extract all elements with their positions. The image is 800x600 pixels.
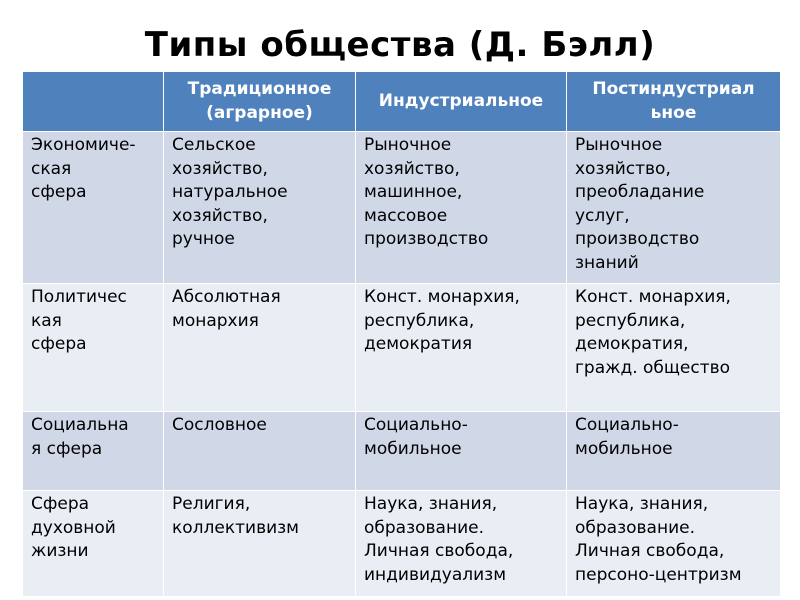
cell-line: Рыночное [575, 135, 663, 155]
cell-line: ская [31, 158, 72, 179]
cell-social-traditional [164, 412, 356, 491]
cell-line: мобильное [575, 438, 673, 459]
cell-line: Религия, [172, 494, 251, 514]
cell-line: сфера [31, 182, 87, 203]
cell-line: услуг, [575, 205, 630, 226]
cell-line: республика, [575, 310, 686, 331]
table-row-political [23, 284, 781, 412]
table-row-spiritual [23, 491, 781, 597]
header-corner-cell [23, 72, 164, 132]
cell-economic-traditional [164, 132, 356, 284]
cell-social-industrial [356, 412, 567, 491]
cell-line: сфера [31, 334, 87, 355]
header-industrial [356, 72, 567, 132]
cell-line: машинное, [364, 182, 463, 203]
cell-line: Постиндустриал [592, 78, 755, 99]
cell-line: ьное [650, 102, 697, 123]
cell-line: Социальна [31, 415, 129, 435]
cell-political-traditional [164, 284, 356, 412]
header-postindustrial [567, 72, 781, 132]
cell-line: республика, [364, 310, 475, 331]
cell-line: Абсолютная [172, 287, 281, 307]
row-label-spiritual [23, 491, 164, 597]
cell-line: хозяйство, [172, 205, 268, 226]
row-label-economic [23, 132, 164, 284]
cell-line: кая [31, 310, 62, 331]
table-row-economic [23, 132, 781, 284]
cell-line: преобладание [575, 182, 705, 203]
cell-political-industrial [356, 284, 567, 412]
society-types-table [22, 71, 781, 597]
cell-line: демократия, [575, 334, 689, 355]
cell-political-postindustrial [567, 284, 781, 412]
cell-line: образование. [575, 517, 695, 538]
cell-line: массовое [364, 205, 448, 226]
cell-line: Конст. монархия, [575, 287, 731, 307]
cell-line: Рыночное [364, 135, 452, 155]
cell-line: Наука, знания, [364, 494, 498, 514]
cell-spiritual-postindustrial [567, 491, 781, 597]
cell-economic-industrial [356, 132, 567, 284]
cell-line: ручное [172, 229, 235, 250]
cell-line: хозяйство, [575, 158, 671, 179]
cell-line: Экономиче- [31, 135, 136, 155]
cell-line: жизни [31, 541, 89, 562]
cell-line: Социально- [364, 415, 468, 435]
cell-line: демократия [364, 334, 473, 355]
cell-line: образование. [364, 517, 484, 538]
row-label-political [23, 284, 164, 412]
cell-line: хозяйство, [172, 158, 268, 179]
cell-line: Наука, знания, [575, 494, 709, 514]
cell-line: натуральное [172, 182, 288, 203]
cell-spiritual-traditional [164, 491, 356, 597]
cell-line: гражд. общество [575, 357, 731, 378]
cell-line: Конст. монархия, [364, 287, 520, 307]
cell-line: Сельское [172, 135, 256, 155]
cell-line: Социально- [575, 415, 679, 435]
cell-line: Индустриальное [378, 90, 544, 111]
cell-line: коллективизм [172, 517, 300, 538]
cell-social-postindustrial [567, 412, 781, 491]
header-traditional [164, 72, 356, 132]
cell-line: производство [575, 229, 700, 250]
cell-spiritual-industrial [356, 491, 567, 597]
cell-line: мобильное [364, 438, 462, 459]
table-row-social [23, 412, 781, 491]
cell-line: духовной [31, 517, 116, 538]
cell-line: Политичес [31, 287, 127, 307]
cell-economic-postindustrial [567, 132, 781, 284]
cell-line: производство [364, 229, 489, 250]
cell-line: я сфера [31, 438, 103, 459]
cell-line: Традиционное [187, 78, 332, 99]
cell-line: хозяйство, [364, 158, 460, 179]
cell-line: персоно-центризм [575, 564, 742, 585]
page-title: Типы общества (Д. Бэлл) [144, 25, 656, 65]
cell-line: Сфера [31, 494, 90, 514]
cell-line: Личная свобода, [575, 541, 725, 562]
row-label-social [23, 412, 164, 491]
table-header-row [23, 72, 781, 132]
cell-line: индивидуализм [364, 564, 507, 585]
cell-line: Личная свобода, [364, 541, 514, 562]
cell-line: знаний [575, 252, 639, 273]
cell-line: (аграрное) [206, 102, 313, 123]
cell-line: Сословное [172, 415, 267, 435]
cell-line: монархия [172, 310, 259, 331]
